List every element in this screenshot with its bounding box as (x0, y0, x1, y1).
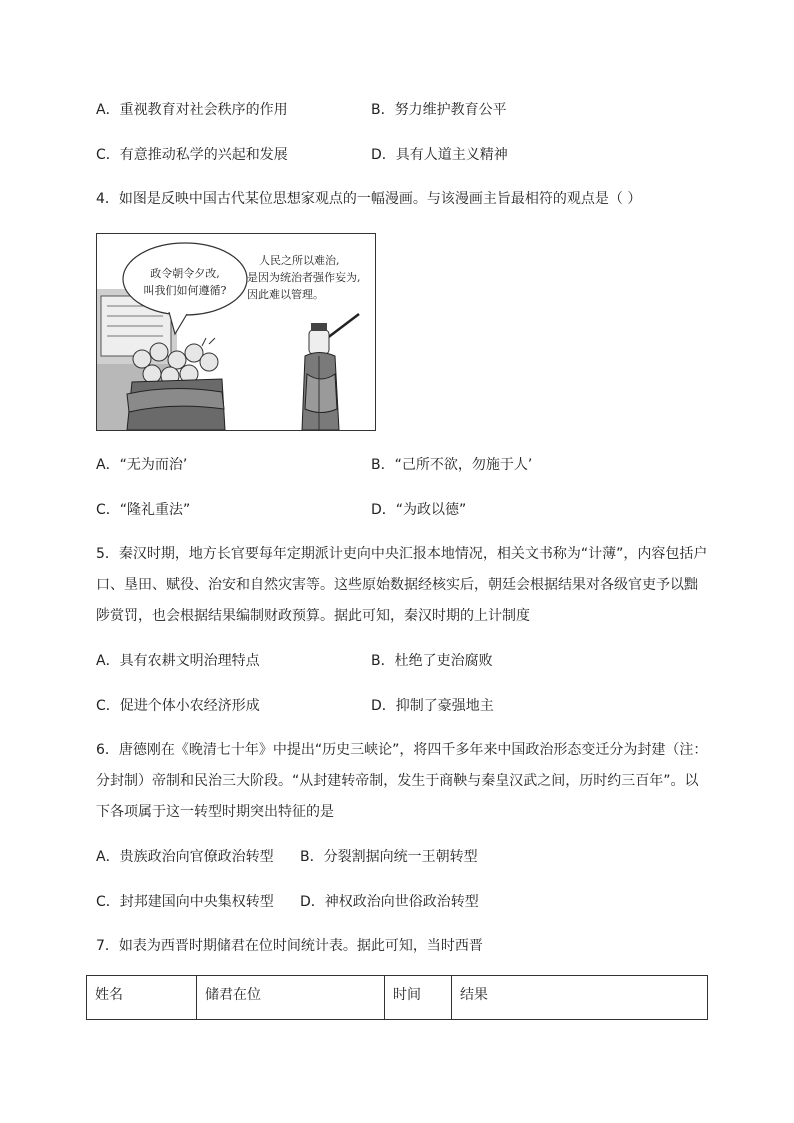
q5-option-c: C．促进个体小农经济形成 (96, 698, 260, 714)
q5-option-d: D．抑制了豪强地主 (371, 698, 494, 714)
bubble-right-line-1: 人民之所以难治, (259, 254, 340, 267)
q6-line-3: 下各项属于这一转型时期突出特征的是 (96, 804, 334, 820)
q4-option-a: A．“无为而治’ (96, 457, 188, 473)
bubble-left-line-1: 政令朝令夕改, (150, 267, 220, 280)
table-header-reign: 储君在位 (197, 976, 385, 1020)
q3-option-d: D．具有人道主义精神 (371, 147, 508, 163)
q6-option-d: D．神权政治向世俗政治转型 (300, 894, 479, 910)
q3-option-c: C．有意推动私学的兴起和发展 (96, 147, 288, 163)
q6-option-a: A．贵族政治向官僚政治转型 (96, 849, 274, 865)
table-header-name: 姓名 (87, 976, 197, 1020)
q6-option-c: C．封邦建国向中央集权转型 (96, 894, 274, 910)
bubble-right-line-2: 是因为统治者强作妄为, (247, 271, 361, 284)
q3-option-b: B．努力维护教育公平 (371, 102, 507, 118)
q6-line-2: 分封制）帝制和民治三大阶段。“从封建转帝制，发生于商鞅与秦皇汉武之间，历时约三百年”。以 (96, 773, 699, 789)
q4-stem: 4．如图是反映中国古代某位思想家观点的一幅漫画。与该漫画主旨最相符的观点是（ ） (96, 191, 642, 207)
table-header-time: 时间 (385, 976, 452, 1020)
q5-line-3: 陟赏罚，也会根据结果编制财政预算。据此可知，秦汉时期的上计制度 (96, 608, 530, 624)
q6-line-1: 6．唐德刚在《晚清七十年》中提出“历史三峡论”，将四千多年来中国政治形态变迁分为封建（注： (96, 742, 708, 758)
q5-line-2: 口、垦田、赋役、治安和自然灾害等。这些原始数据经核实后，朝廷会根据结果对各级官吏予以黜 (96, 577, 698, 593)
q4-cartoon (96, 233, 376, 431)
q5-option-b: B．杜绝了吏治腐败 (371, 653, 493, 669)
q5-option-a: A．具有农耕文明治理特点 (96, 653, 260, 669)
q3-option-a: A．重视教育对社会秩序的作用 (96, 102, 288, 118)
q4-option-c: C．“隆礼重法” (96, 502, 191, 518)
q7-stem: 7．如表为西晋时期储君在位时间统计表。据此可知，当时西晋 (96, 938, 483, 954)
q4-option-b: B．“己所不欲，勿施于人’ (371, 457, 533, 473)
q7-table (86, 975, 708, 1020)
table-header-result: 结果 (452, 976, 708, 1020)
q4-option-d: D．“为政以德” (371, 502, 467, 518)
table-row (87, 976, 708, 1020)
bubble-left-line-2: 叫我们如何遵循? (143, 284, 227, 297)
bubble-right-line-3: 因此难以管理。 (247, 288, 324, 301)
q5-line-1: 5．秦汉时期，地方长官要每年定期派计吏向中央汇报本地情况，相关文书称为“计薄”，内容包括户 (96, 546, 708, 562)
q6-option-b: B．分裂割据向统一王朝转型 (300, 849, 478, 865)
